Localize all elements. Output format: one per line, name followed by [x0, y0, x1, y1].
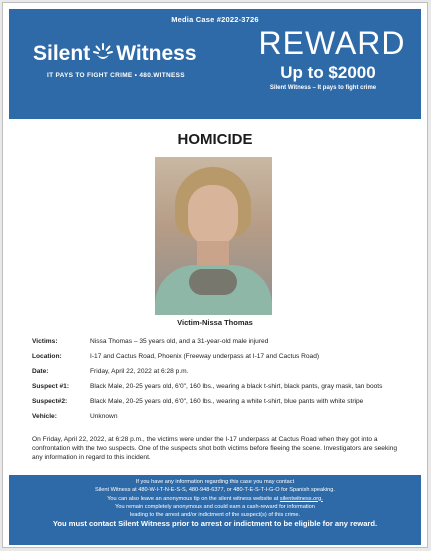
sunburst-eye-icon — [92, 41, 114, 63]
website-link[interactable]: silentwitness.org. — [279, 495, 323, 502]
footer-line: leading to the arrest and/or indictment of the suspect(s) of this crime. — [129, 512, 301, 519]
detail-value: Nissa Thomas – 35 years old, and a 31-year-old male injured — [90, 338, 269, 345]
reward-amount: Up to $2000 — [280, 63, 376, 82]
detail-label: Date: — [32, 368, 49, 375]
media-case-number: Media Case #2022-3726 — [171, 15, 259, 24]
detail-row-vehicle — [32, 412, 412, 421]
detail-row-victims — [32, 337, 412, 346]
detail-label: Location: — [32, 353, 62, 360]
footer-banner — [9, 475, 421, 545]
detail-row-location — [32, 352, 412, 361]
flyer-page — [2, 2, 428, 548]
detail-label: Suspect#2: — [32, 398, 68, 405]
reward-tagline: Silent Witness – It pays to fight crime — [269, 85, 377, 91]
detail-value: I-17 and Cactus Road, Phoenix (Freeway underpass at I-17 and Cactus Road) — [90, 353, 320, 360]
reward-heading: REWARD — [258, 25, 406, 61]
logo-text-right: Witness — [116, 42, 197, 65]
photo-caption: Victim-Nissa Thomas — [177, 318, 253, 327]
detail-value: Friday, April 22, 2022 at 6:28 p.m. — [90, 368, 189, 375]
detail-label: Vehicle: — [32, 413, 57, 420]
detail-row-date — [32, 367, 412, 376]
silent-witness-logo — [33, 41, 197, 66]
detail-value: Black Male, 20-25 years old, 6'0", 160 lbs., wearing a black t-shirt, black pants, gray mask, tan boots — [90, 383, 383, 390]
detail-label: Suspect #1: — [32, 383, 70, 390]
footer-line: If you have any information regarding this case you may contact — [135, 479, 295, 485]
detail-value: Black Male, 20-25 years old, 6'0", 160 lbs., wearing a white t-shirt, blue pants with white stripe — [90, 398, 364, 405]
footer-line: Silent Witness at 480-W-I-T-N-E-S-S, 480-948-6377, or 480-T-E-S-T-I-G-O for Spanish speaking. — [95, 487, 335, 494]
detail-row-suspect-2 — [32, 397, 412, 406]
header-banner — [9, 9, 421, 119]
detail-label: Victims: — [32, 338, 58, 345]
detail-row-suspect-1 — [32, 382, 412, 391]
logo-text-left: Silent — [33, 42, 91, 65]
case-details — [32, 337, 412, 427]
eligibility-notice: You must contact Silent Witness prior to arrest or indictment to be eligible for any reward. — [52, 519, 378, 529]
victim-photo — [155, 157, 272, 315]
case-summary: On Friday, April 22, 2022, at 6:28 p.m., the victims were under the I-17 underpass at Cactus Road when they got into a confrontation with the two suspects. One of the suspects shot both victims before fleeing the scene. Investigators are seeking any information in regard to this incident. — [32, 436, 398, 461]
footer-line-text: You can also leave an anonymous tip on the silent witness website at — [107, 495, 280, 502]
detail-value: Unknown — [90, 413, 118, 420]
page-title: HOMICIDE — [177, 131, 253, 148]
footer-line — [9, 495, 421, 503]
footer-line: You remain completely anonymous and could earn a cash-reward for information — [115, 503, 315, 510]
logo-tagline: IT PAYS TO FIGHT CRIME • 480.WITNESS — [47, 72, 185, 79]
